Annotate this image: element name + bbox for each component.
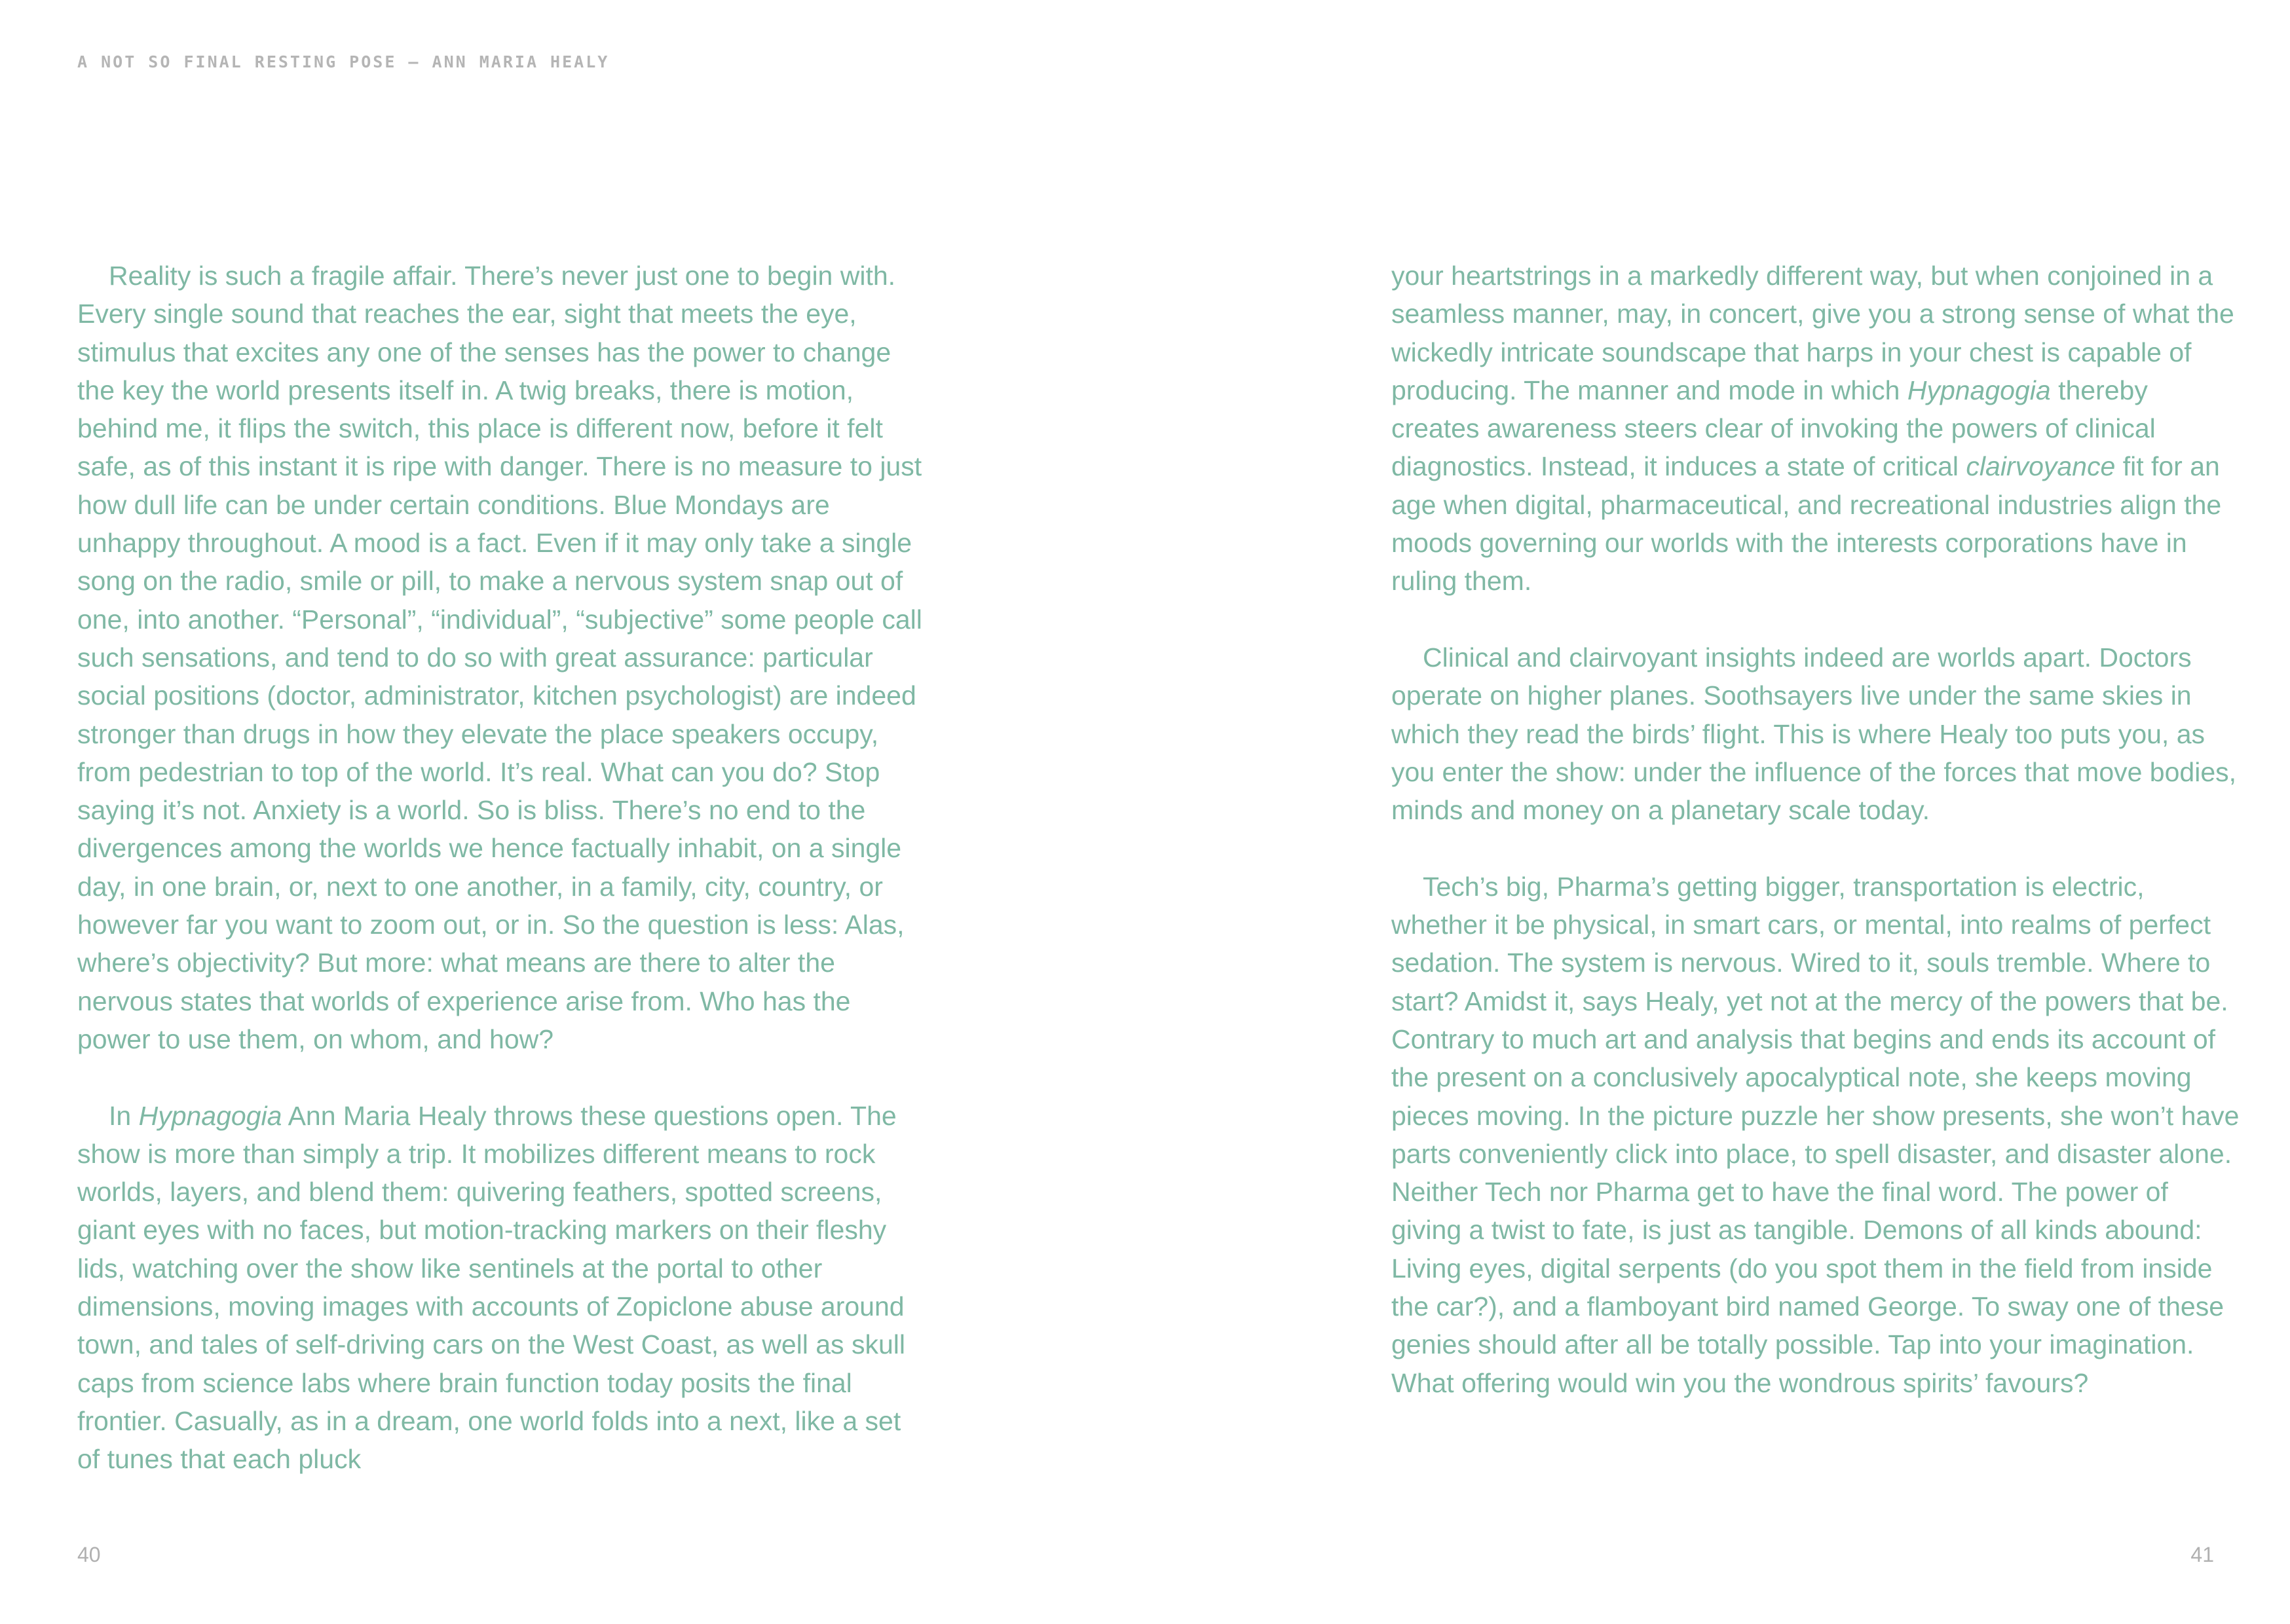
right-paragraph-3-text: Tech’s big, Pharma’s getting bigger, transportation is electric, whether it be physical, in smart cars, or mental, into realms of perfect sedation. The system is nervous. Wired to it, souls tremble. Where to start? Amidst it, says Healy, yet not at the mercy of the powers that be. Contrary to much art and analysis that begins and ends its account of the present on a conclusively apocalyptical note, she keeps moving pieces moving. In the picture puzzle her show presents, she won’t have parts conveniently click into place, to spell disaster, and disaster alone. Neither Tech nor Pharma get to have the final word. The power of giving a twist to fate, is just as tangible. Demons of all kinds abound: Living eyes, digital serpents (do you spot them in the field from inside the car?), and a flamboyant bird named George. To sway one of these genies should after all be totally possible. Tap into your imagination. What offering would win you the wondrous spirits’ favours? — [1391, 871, 2240, 1398]
running-head: A NOT SO FINAL RESTING POSE – ANN MARIA HEALY — [77, 52, 610, 71]
left-paragraph-1-text: Reality is such a fragile affair. There’s never just one to begin with. Every single sound that reaches the ear, sight that meets the eye, stimulus that excites any one of the senses has the power to change the key the world presents itself in. A twig breaks, there is motion, behind me, it flips the switch, this place is different now, before it felt safe, as of this instant it is ripe with danger. There is no measure to just how dull life can be under certain conditions. Blue Mondays are unhappy throughout. A mood is a fact. Even if it may only take a single song on the radio, smile or pill, to make a nervous system snap out of one, into another. “Personal”, “individual”, “subjective” some people call such sensations, and tend to do so with great assurance: particular social positions (doctor, administrator, kitchen psychologist) are indeed stronger than drugs in how they elevate the place speakers occupy, from pedestrian to top of the world. It’s real. What can you do? Stop saying it’s not. Anxiety is a world. So is bliss. There’s no end to the divergences among the worlds we hence factually inhabit, on a single day, in one brain, or, next to one another, in a family, city, country, or however far you want to zoom out, or in. So the question is less: Alas, where’s objectivity? But more: what means are there to alter the nervous states that worlds of experience arise from. Who has the power to use them, on whom, and how? — [77, 261, 922, 1054]
right-paragraph-1-text-a: your heartstrings in a markedly different way, but when conjoined in a seamless manner, may, in concert, give you a strong sense of what the wickedly intricate soundscape that harps in your chest is capable of producing. The manner and mode in which — [1391, 261, 2234, 405]
page-number-left: 40 — [77, 1543, 101, 1566]
page-number-right: 41 — [2190, 1543, 2214, 1566]
right-paragraph-2 — [1391, 638, 2243, 829]
right-paragraph-2-text: Clinical and clairvoyant insights indeed are worlds apart. Doctors operate on higher planes. Soothsayers live under the same skies in which they read the birds’ flight. This is where Healy too puts you, as you enter the show: under the influence of the forces that move bodies, minds and money on a planetary scale today. — [1391, 642, 2237, 826]
right-paragraph-1-italic-2: clairvoyance — [1966, 451, 2116, 482]
left-paragraph-2-text-b: Ann Maria Healy throws these questions open. The show is more than simply a trip. It mobilizes different means to rock worlds, layers, and blend them: quivering feathers, spotted screens, giant eyes with no faces, but motion-tracking markers on their fleshy lids, watching over the show like sentinels at the portal to other dimensions, moving images with accounts of Zopiclone abuse around town, and tales of self-driving cars on the West Coast, as well as skull caps from science labs where brain function today posits the final frontier. Casually, as in a dream, one world folds into a next, like a set of tunes that each pluck — [77, 1100, 905, 1475]
right-page-column — [1391, 257, 2243, 1402]
left-paragraph-1 — [77, 257, 922, 1058]
right-paragraph-1 — [1391, 257, 2243, 600]
right-paragraph-1-text-b: thereby creates awareness steers clear of invoking the powers of clinical diagnostics. Instead, it induces a state of critical — [1391, 375, 2156, 482]
right-paragraph-1-text-c: fit for an age when digital, pharmaceutical, and recreational industries align the moods governing our worlds with the interests corporations have in ruling them. — [1391, 451, 2222, 597]
left-paragraph-2 — [77, 1097, 922, 1479]
left-paragraph-2-text-a: In — [109, 1100, 139, 1131]
right-paragraph-1-italic-1: Hypnagogia — [1907, 375, 2051, 405]
left-paragraph-2-title-italic: Hypnagogia — [138, 1100, 282, 1131]
left-page-column — [77, 257, 922, 1479]
right-paragraph-3 — [1391, 868, 2243, 1402]
